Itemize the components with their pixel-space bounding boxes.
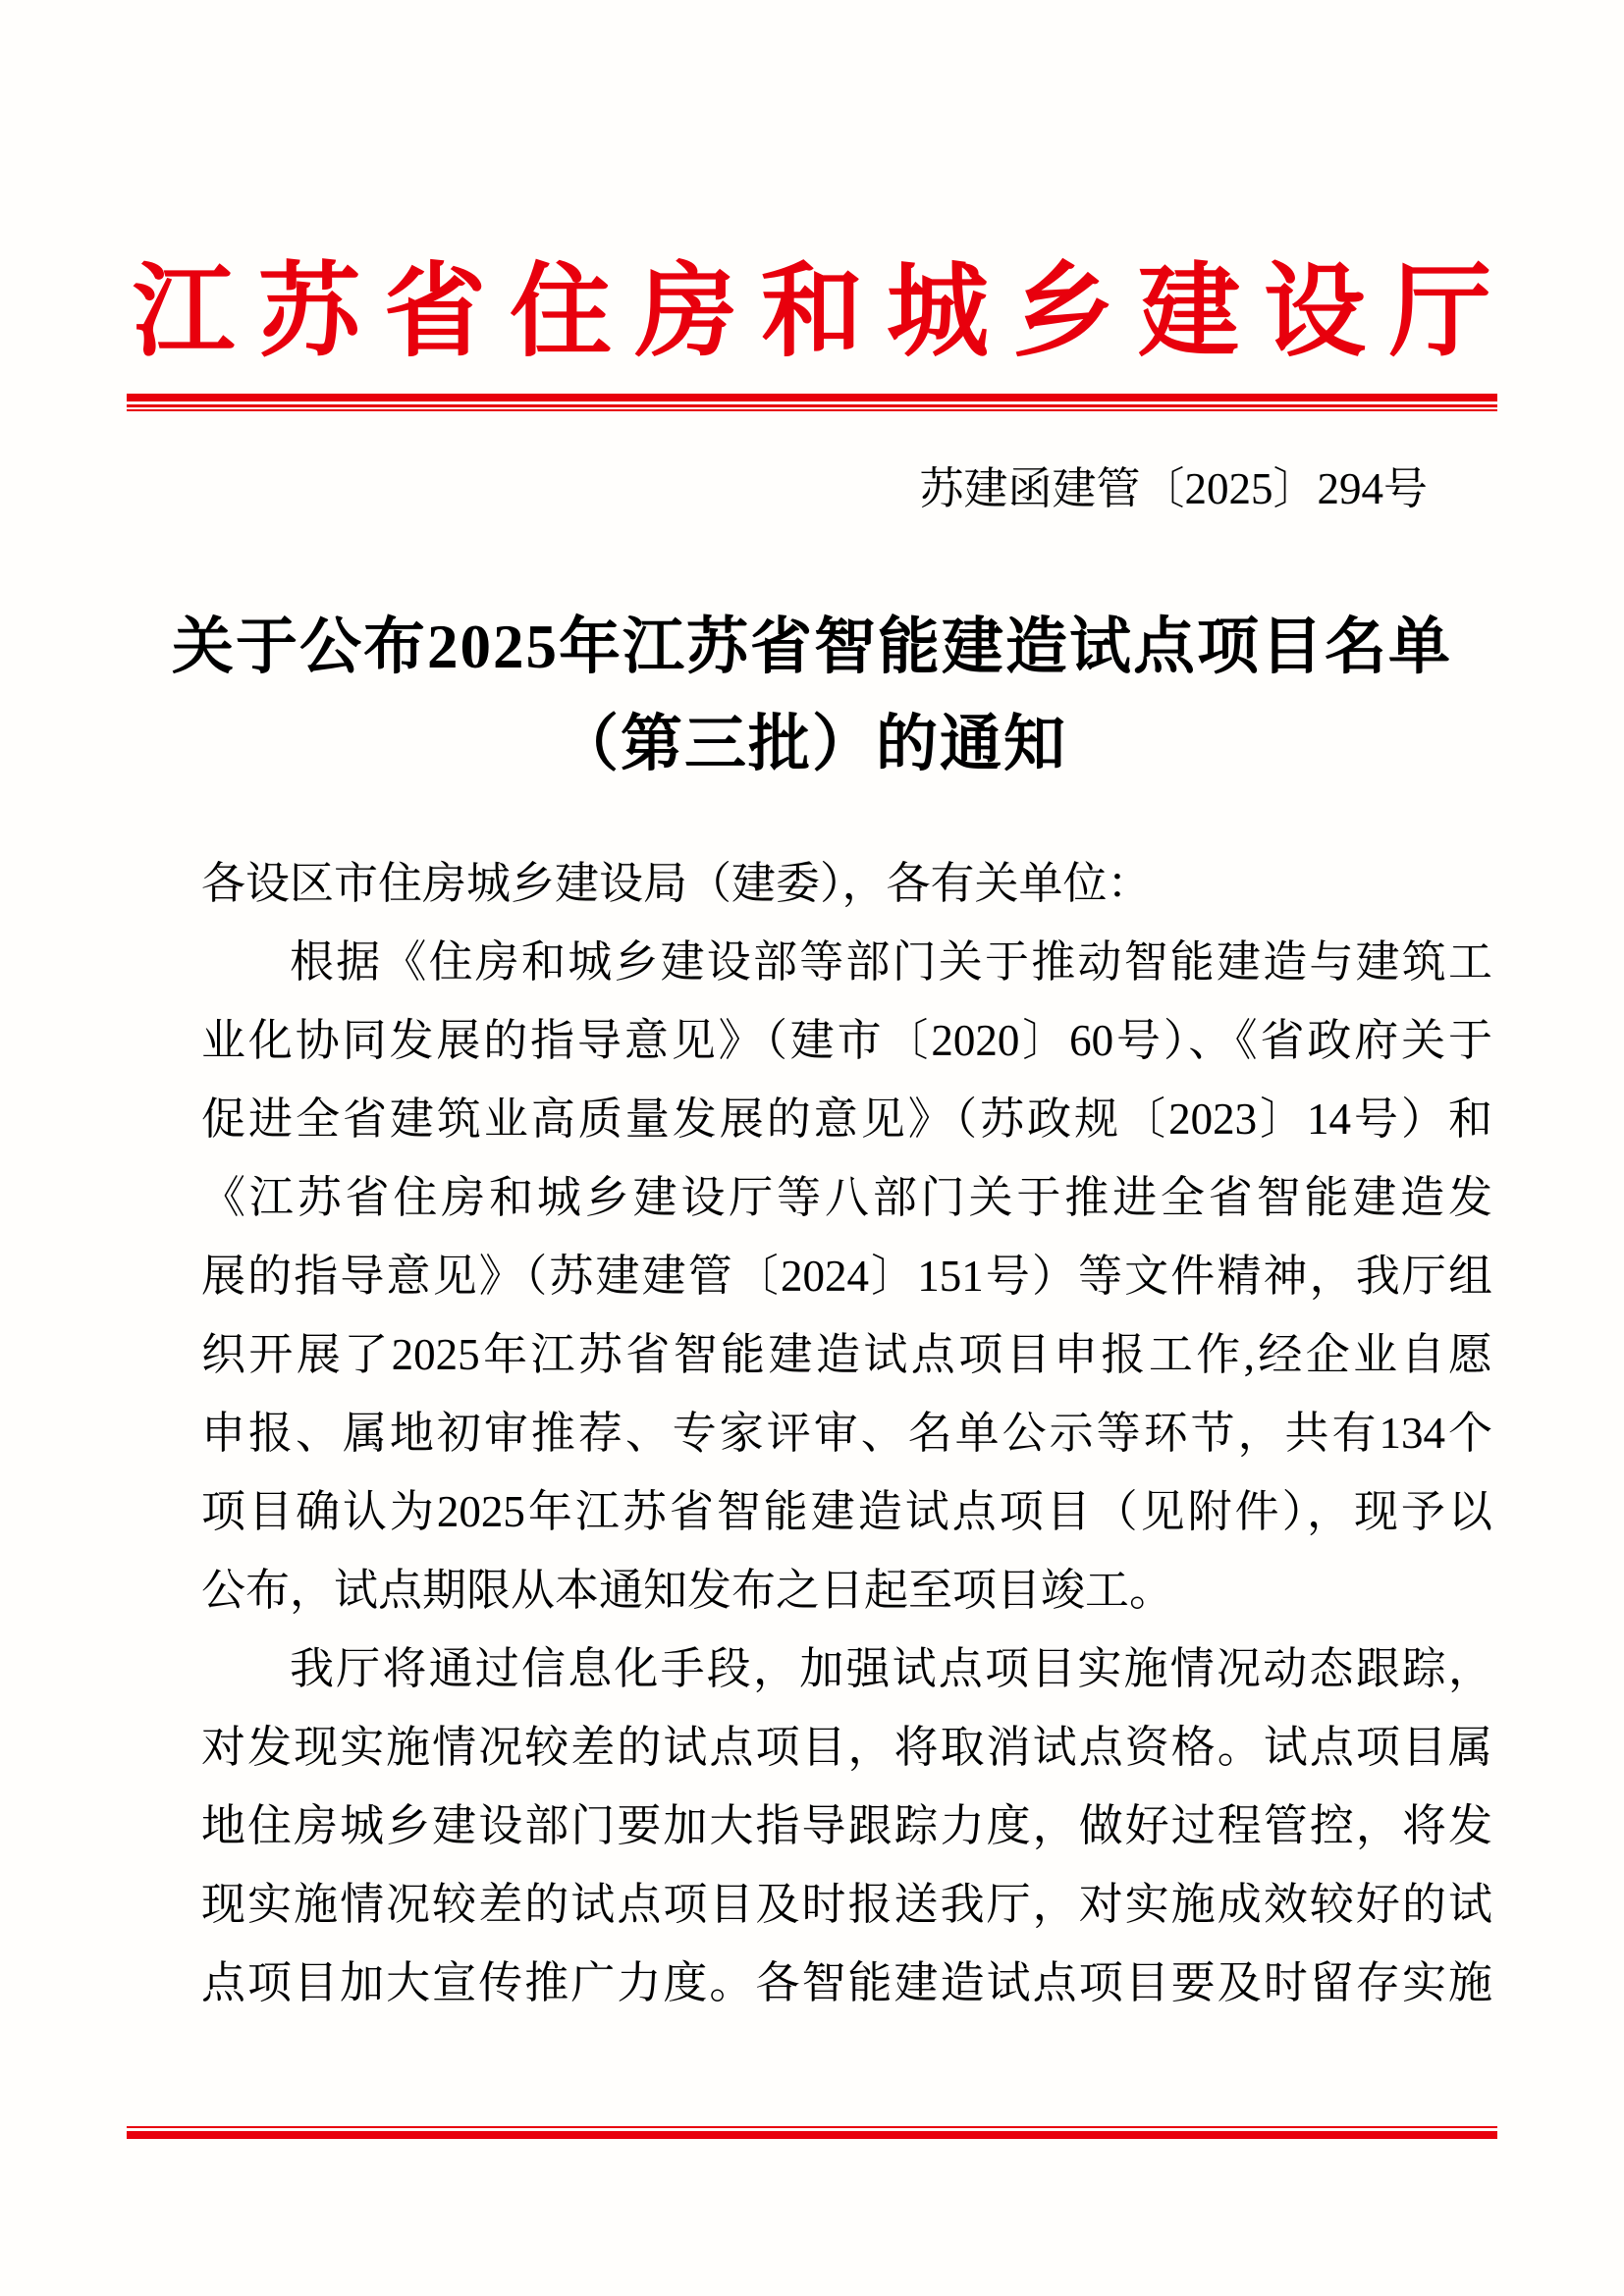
body-line-9: 项目确认为2025年江苏省智能建造试点项目（见附件），现予以	[201, 1486, 1492, 1536]
body-text	[201, 844, 1492, 2022]
document-title	[0, 599, 1624, 793]
body-line-13: 地住房城乡建设部门要加大指导跟踪力度，做好过程管控，将发	[201, 1800, 1492, 1850]
body-line-6: 展的指导意见》（苏建建管〔2024〕151号）等文件精神，我厅组	[201, 1251, 1492, 1301]
body-line-14: 现实施情况较差的试点项目及时报送我厅，对实施成效较好的试	[201, 1879, 1492, 1929]
footer-divider-rule	[127, 2126, 1497, 2139]
body-line-12: 对发现实施情况较差的试点项目，将取消试点资格。试点项目属	[201, 1722, 1492, 1772]
body-line-8: 申报、属地初审推荐、专家评审、名单公示等环节，共有134个	[201, 1408, 1492, 1458]
body-line-10: 公布，试点期限从本通知发布之日起至项目竣工。	[201, 1565, 1174, 1615]
document-title-line1: 关于公布2025年江苏省智能建造试点项目名单	[172, 612, 1452, 681]
body-line-2: 根据《住房和城乡建设部等部门关于推动智能建造与建筑工	[290, 936, 1492, 987]
body-line-15: 点项目加大宣传推广力度。各智能建造试点项目要及时留存实施	[201, 1957, 1492, 2007]
document-title-line2: （第三批）的通知	[557, 709, 1067, 778]
body-line-4: 促进全省建筑业高质量发展的意见》（苏政规〔2023〕14号）和	[201, 1094, 1492, 1144]
rule-thin-line	[127, 409, 1497, 411]
body-line-11: 我厅将通过信息化手段，加强试点项目实施情况动态跟踪，	[290, 1643, 1492, 1693]
rule-thick-line	[127, 394, 1497, 401]
agency-letterhead: 江苏省住房和城乡建设厅	[132, 256, 1515, 369]
body-line-7: 织开展了2025年江苏省智能建造试点项目申报工作,经企业自愿	[201, 1329, 1492, 1379]
body-line-3: 业化协同发展的指导意见》（建市〔2020〕60号）、《省政府关于	[201, 1015, 1492, 1065]
body-line-1: 各设区市住房城乡建设局（建委），各有关单位：	[201, 858, 1152, 908]
rule-thick-line	[127, 2131, 1497, 2139]
body-line-5: 《江苏省住房和城乡建设厅等八部门关于推进全省智能建造发	[201, 1172, 1492, 1222]
header-divider-rule	[127, 394, 1497, 411]
document-number: 苏建函建管〔2025〕294号	[919, 464, 1428, 514]
